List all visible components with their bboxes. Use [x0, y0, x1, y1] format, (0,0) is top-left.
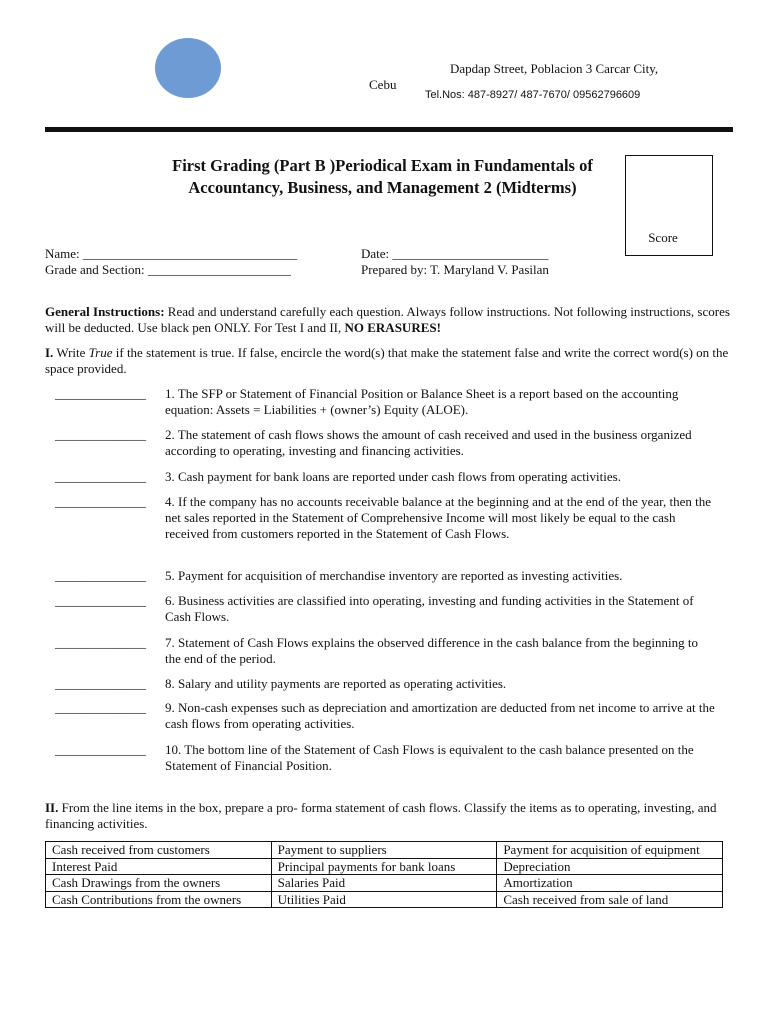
- question-9: [55, 700, 715, 732]
- answer-blank: ______________: [55, 469, 146, 484]
- question-6: [55, 593, 715, 625]
- question-10: [55, 742, 715, 774]
- question-text: 9. Non-cash expenses such as depreciation and amortization are deducted from net income to arrive at the cash flows from operating activities.: [165, 700, 715, 731]
- table-row: [46, 842, 723, 859]
- question-text: 7. Statement of Cash Flows explains the observed difference in the cash balance from the beginning to the end of the period.: [165, 635, 698, 666]
- address-line-1: Dapdap Street, Poblacion 3 Carcar City,: [450, 61, 659, 76]
- table-cell: Cash received from customers: [46, 842, 272, 859]
- table-cell: Cash received from sale of land: [497, 891, 723, 908]
- table-cell: Utilities Paid: [271, 891, 497, 908]
- table-cell: Principal payments for bank loans: [271, 858, 497, 875]
- table-cell: Salaries Paid: [271, 875, 497, 892]
- table-cell: Payment to suppliers: [271, 842, 497, 859]
- question-text: 3. Cash payment for bank loans are reported under cash flows from operating activities.: [165, 469, 621, 484]
- answer-blank: ______________: [55, 700, 146, 715]
- test-1-text-italic: True: [88, 345, 113, 360]
- test-1-text-pre: Write: [53, 345, 89, 360]
- answer-blank: ______________: [55, 676, 146, 691]
- address-line-2: Cebu: [369, 77, 397, 92]
- table-cell: Interest Paid: [46, 858, 272, 875]
- school-logo: [155, 38, 221, 98]
- table-cell: Payment for acquisition of equipment: [497, 842, 723, 859]
- answer-blank: ______________: [55, 386, 146, 401]
- question-8: [55, 676, 715, 692]
- test-2-instructions: [45, 800, 735, 832]
- score-label: Score: [648, 230, 678, 245]
- question-text: 4. If the company has no accounts receivable balance at the beginning and at the end of the year, then the net sales reported in the Statement of Comprehensive Income will most likely be equal to the cash received from customers reported in the Statement of Cash Flows.: [165, 494, 711, 541]
- exam-title: First Grading (Part B )Periodical Exam in Fundamentals of Accountancy, Business, and Management 2 (Midterms): [172, 156, 593, 197]
- table-cell: Cash Contributions from the owners: [46, 891, 272, 908]
- line-items-box: [45, 841, 723, 908]
- answer-blank: ______________: [55, 635, 146, 650]
- question-1: [55, 386, 715, 418]
- grade-section-field: Grade and Section: ______________________: [45, 262, 291, 277]
- telephone-numbers: Tel.Nos: 487-8927/ 487-7670/ 09562796609: [425, 89, 641, 101]
- table-row: [46, 875, 723, 892]
- test-1-label: I.: [45, 345, 54, 360]
- question-text: 5. Payment for acquisition of merchandise inventory are reported as investing activities.: [165, 568, 623, 583]
- date-field: Date: ________________________: [361, 246, 549, 261]
- question-5: [55, 568, 715, 584]
- table-cell: Depreciation: [497, 858, 723, 875]
- test-1-text-post: if the statement is true. If false, encircle the word(s) that make the statement false and write the correct word(s) on the space provided.: [45, 345, 729, 376]
- instructions-label: General Instructions:: [45, 304, 165, 319]
- test-2-text: From the line items in the box, prepare a pro- forma statement of cash flows. Classify the items as to operating, investing, and financing activities.: [45, 800, 717, 831]
- table-cell: Amortization: [497, 875, 723, 892]
- question-text: 2. The statement of cash flows shows the amount of cash received and used in the business organized according to operating, investing and financing activities.: [165, 427, 692, 458]
- prepared-by: Prepared by: T. Maryland V. Pasilan: [361, 262, 549, 277]
- table-cell: Cash Drawings from the owners: [46, 875, 272, 892]
- question-text: 6. Business activities are classified into operating, investing and funding activities in the Statement of Cash Flows.: [165, 593, 694, 624]
- test-2-label: II.: [45, 800, 59, 815]
- name-field: Name: _________________________________: [45, 246, 298, 261]
- question-2: [55, 427, 715, 459]
- table-row: [46, 858, 723, 875]
- test-1-instructions: [45, 345, 735, 377]
- question-text: 10. The bottom line of the Statement of Cash Flows is equivalent to the cash balance presented on the Statement of Financial Position.: [165, 742, 694, 773]
- instructions-emphasis: NO ERASURES!: [344, 320, 441, 335]
- question-text: 8. Salary and utility payments are reported as operating activities.: [165, 676, 507, 691]
- answer-blank: ______________: [55, 427, 146, 442]
- answer-blank: ______________: [55, 494, 146, 509]
- question-text: 1. The SFP or Statement of Financial Position or Balance Sheet is a report based on the accounting equation: Assets = Liabilities + (owner’s) Equity (ALOE).: [165, 386, 679, 417]
- question-7: [55, 635, 715, 667]
- header-divider: [45, 127, 733, 132]
- table-row: [46, 891, 723, 908]
- question-3: [55, 469, 715, 485]
- answer-blank: ______________: [55, 568, 146, 583]
- answer-blank: ______________: [55, 742, 146, 757]
- instructions-text: Read and understand carefully each question. Always follow instructions. Not following instructions, scores will be deducted. Use black pen ONLY. For Test I and II,: [45, 304, 730, 335]
- answer-blank: ______________: [55, 593, 146, 608]
- question-4: [55, 494, 715, 542]
- general-instructions: [45, 304, 735, 336]
